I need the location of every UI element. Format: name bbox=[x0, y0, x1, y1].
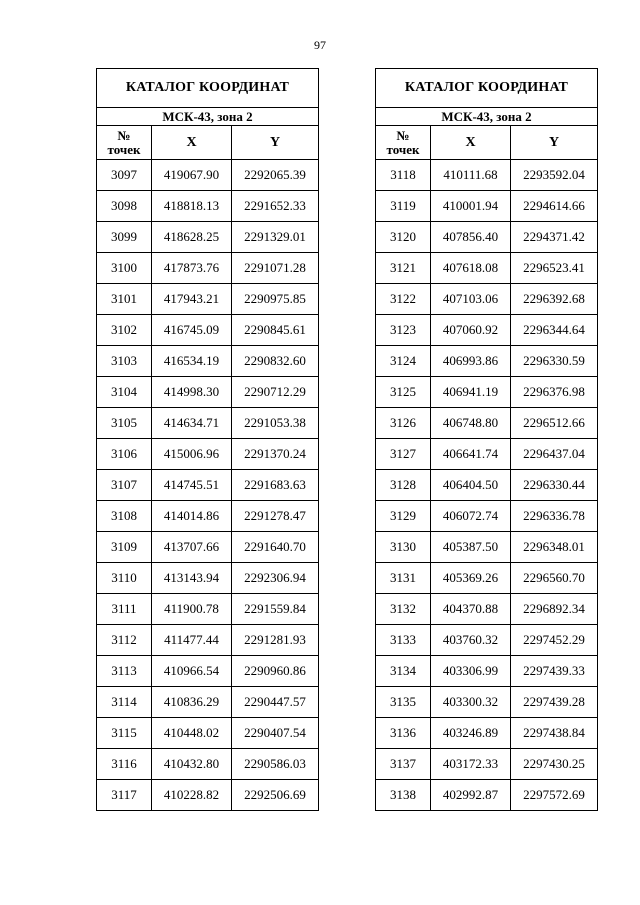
y-coordinate-cell: 2290960.86 bbox=[232, 656, 319, 687]
x-coordinate-cell: 402992.87 bbox=[431, 780, 511, 811]
catalog-rows bbox=[376, 160, 598, 811]
x-coordinate-cell: 407618.08 bbox=[431, 253, 511, 284]
coordinate-catalog-right bbox=[375, 68, 598, 811]
point-number-cell: 3112 bbox=[97, 625, 152, 656]
x-coordinate-cell: 411900.78 bbox=[152, 594, 232, 625]
x-coordinate-cell: 419067.90 bbox=[152, 160, 232, 191]
point-number-cell: 3104 bbox=[97, 377, 152, 408]
y-coordinate-cell: 2291370.24 bbox=[232, 439, 319, 470]
point-number-cell: 3131 bbox=[376, 563, 431, 594]
table-row bbox=[376, 718, 598, 749]
point-number-cell: 3109 bbox=[97, 532, 152, 563]
x-coordinate-cell: 406641.74 bbox=[431, 439, 511, 470]
x-coordinate-cell: 405369.26 bbox=[431, 563, 511, 594]
x-coordinate-cell: 410001.94 bbox=[431, 191, 511, 222]
table-row bbox=[376, 377, 598, 408]
table-row bbox=[376, 160, 598, 191]
x-coordinate-cell: 410432.80 bbox=[152, 749, 232, 780]
x-coordinate-cell: 416745.09 bbox=[152, 315, 232, 346]
catalog-subtitle: МСК-43, зона 2 bbox=[376, 108, 598, 126]
x-coordinate-cell: 413707.66 bbox=[152, 532, 232, 563]
catalog-subtitle: МСК-43, зона 2 bbox=[97, 108, 319, 126]
x-coordinate-cell: 403300.32 bbox=[431, 687, 511, 718]
point-number-cell: 3122 bbox=[376, 284, 431, 315]
y-coordinate-cell: 2296512.66 bbox=[511, 408, 598, 439]
point-number-cell: 3103 bbox=[97, 346, 152, 377]
y-coordinate-cell: 2291683.63 bbox=[232, 470, 319, 501]
y-coordinate-cell: 2291640.70 bbox=[232, 532, 319, 563]
y-coordinate-cell: 2290712.29 bbox=[232, 377, 319, 408]
point-number-cell: 3119 bbox=[376, 191, 431, 222]
table-row bbox=[97, 687, 319, 718]
x-coordinate-cell: 418628.25 bbox=[152, 222, 232, 253]
x-coordinate-cell: 414014.86 bbox=[152, 501, 232, 532]
point-number-cell: 3134 bbox=[376, 656, 431, 687]
point-number-cell: 3118 bbox=[376, 160, 431, 191]
point-number-cell: 3133 bbox=[376, 625, 431, 656]
table-row bbox=[376, 749, 598, 780]
y-coordinate-cell: 2290832.60 bbox=[232, 346, 319, 377]
catalog-title: КАТАЛОГ КООРДИНАТ bbox=[97, 69, 319, 108]
x-coordinate-cell: 413143.94 bbox=[152, 563, 232, 594]
x-coordinate-cell: 406993.86 bbox=[431, 346, 511, 377]
y-coordinate-cell: 2292306.94 bbox=[232, 563, 319, 594]
header-y: Y bbox=[232, 126, 319, 160]
x-coordinate-cell: 403306.99 bbox=[431, 656, 511, 687]
table-row bbox=[97, 563, 319, 594]
point-number-cell: 3111 bbox=[97, 594, 152, 625]
y-coordinate-cell: 2291559.84 bbox=[232, 594, 319, 625]
y-coordinate-cell: 2291652.33 bbox=[232, 191, 319, 222]
catalog-title: КАТАЛОГ КООРДИНАТ bbox=[376, 69, 598, 108]
x-coordinate-cell: 415006.96 bbox=[152, 439, 232, 470]
x-coordinate-cell: 410966.54 bbox=[152, 656, 232, 687]
y-coordinate-cell: 2290975.85 bbox=[232, 284, 319, 315]
y-coordinate-cell: 2294371.42 bbox=[511, 222, 598, 253]
x-coordinate-cell: 407103.06 bbox=[431, 284, 511, 315]
y-coordinate-cell: 2296330.59 bbox=[511, 346, 598, 377]
x-coordinate-cell: 406748.80 bbox=[431, 408, 511, 439]
x-coordinate-cell: 410228.82 bbox=[152, 780, 232, 811]
y-coordinate-cell: 2294614.66 bbox=[511, 191, 598, 222]
y-coordinate-cell: 2290586.03 bbox=[232, 749, 319, 780]
catalog-rows bbox=[97, 160, 319, 811]
table-row bbox=[97, 780, 319, 811]
point-number-cell: 3130 bbox=[376, 532, 431, 563]
table-row bbox=[97, 191, 319, 222]
y-coordinate-cell: 2297439.33 bbox=[511, 656, 598, 687]
x-coordinate-cell: 404370.88 bbox=[431, 594, 511, 625]
table-row bbox=[376, 284, 598, 315]
y-coordinate-cell: 2296437.04 bbox=[511, 439, 598, 470]
y-coordinate-cell: 2297430.25 bbox=[511, 749, 598, 780]
point-number-cell: 3101 bbox=[97, 284, 152, 315]
y-coordinate-cell: 2291281.93 bbox=[232, 625, 319, 656]
x-coordinate-cell: 410448.02 bbox=[152, 718, 232, 749]
table-row bbox=[376, 625, 598, 656]
point-number-cell: 3102 bbox=[97, 315, 152, 346]
table-row bbox=[376, 594, 598, 625]
y-coordinate-cell: 2297452.29 bbox=[511, 625, 598, 656]
y-coordinate-cell: 2291053.38 bbox=[232, 408, 319, 439]
point-number-cell: 3136 bbox=[376, 718, 431, 749]
x-coordinate-cell: 403246.89 bbox=[431, 718, 511, 749]
point-number-cell: 3120 bbox=[376, 222, 431, 253]
table-row bbox=[97, 594, 319, 625]
x-coordinate-cell: 406072.74 bbox=[431, 501, 511, 532]
point-number-cell: 3097 bbox=[97, 160, 152, 191]
table-row bbox=[376, 346, 598, 377]
x-coordinate-cell: 407060.92 bbox=[431, 315, 511, 346]
table-row bbox=[97, 532, 319, 563]
point-number-cell: 3137 bbox=[376, 749, 431, 780]
x-coordinate-cell: 414998.30 bbox=[152, 377, 232, 408]
y-coordinate-cell: 2291278.47 bbox=[232, 501, 319, 532]
x-coordinate-cell: 414745.51 bbox=[152, 470, 232, 501]
x-coordinate-cell: 418818.13 bbox=[152, 191, 232, 222]
table-row bbox=[97, 470, 319, 501]
point-number-cell: 3123 bbox=[376, 315, 431, 346]
table-row bbox=[97, 625, 319, 656]
x-coordinate-cell: 414634.71 bbox=[152, 408, 232, 439]
point-number-cell: 3114 bbox=[97, 687, 152, 718]
x-coordinate-cell: 417943.21 bbox=[152, 284, 232, 315]
x-coordinate-cell: 410111.68 bbox=[431, 160, 511, 191]
table-row bbox=[376, 780, 598, 811]
y-coordinate-cell: 2297439.28 bbox=[511, 687, 598, 718]
table-row bbox=[376, 315, 598, 346]
y-coordinate-cell: 2296523.41 bbox=[511, 253, 598, 284]
header-x: X bbox=[431, 126, 511, 160]
table-row bbox=[376, 191, 598, 222]
table-row bbox=[376, 532, 598, 563]
point-number-cell: 3128 bbox=[376, 470, 431, 501]
table-row bbox=[97, 346, 319, 377]
y-coordinate-cell: 2296892.34 bbox=[511, 594, 598, 625]
y-coordinate-cell: 2296344.64 bbox=[511, 315, 598, 346]
point-number-cell: 3127 bbox=[376, 439, 431, 470]
table-row bbox=[97, 222, 319, 253]
header-point-number: № точек bbox=[97, 126, 152, 160]
table-row bbox=[97, 253, 319, 284]
table-row bbox=[376, 687, 598, 718]
point-number-cell: 3105 bbox=[97, 408, 152, 439]
point-number-cell: 3113 bbox=[97, 656, 152, 687]
point-number-cell: 3121 bbox=[376, 253, 431, 284]
coordinate-catalog-left bbox=[96, 68, 319, 811]
x-coordinate-cell: 406941.19 bbox=[431, 377, 511, 408]
y-coordinate-cell: 2296392.68 bbox=[511, 284, 598, 315]
y-coordinate-cell: 2292506.69 bbox=[232, 780, 319, 811]
point-number-cell: 3126 bbox=[376, 408, 431, 439]
y-coordinate-cell: 2290447.57 bbox=[232, 687, 319, 718]
point-number-cell: 3100 bbox=[97, 253, 152, 284]
point-number-cell: 3129 bbox=[376, 501, 431, 532]
header-point-number: № точек bbox=[376, 126, 431, 160]
point-number-cell: 3125 bbox=[376, 377, 431, 408]
y-coordinate-cell: 2296330.44 bbox=[511, 470, 598, 501]
table-row bbox=[97, 408, 319, 439]
y-coordinate-cell: 2297438.84 bbox=[511, 718, 598, 749]
table-row bbox=[97, 718, 319, 749]
point-number-cell: 3107 bbox=[97, 470, 152, 501]
point-number-cell: 3115 bbox=[97, 718, 152, 749]
y-coordinate-cell: 2296376.98 bbox=[511, 377, 598, 408]
y-coordinate-cell: 2291071.28 bbox=[232, 253, 319, 284]
table-row bbox=[376, 222, 598, 253]
header-y: Y bbox=[511, 126, 598, 160]
point-number-cell: 3110 bbox=[97, 563, 152, 594]
x-coordinate-cell: 405387.50 bbox=[431, 532, 511, 563]
x-coordinate-cell: 403760.32 bbox=[431, 625, 511, 656]
x-coordinate-cell: 403172.33 bbox=[431, 749, 511, 780]
y-coordinate-cell: 2296348.01 bbox=[511, 532, 598, 563]
table-row bbox=[376, 253, 598, 284]
table-row bbox=[97, 377, 319, 408]
table-row bbox=[97, 160, 319, 191]
table-row bbox=[97, 749, 319, 780]
x-coordinate-cell: 407856.40 bbox=[431, 222, 511, 253]
table-row bbox=[97, 284, 319, 315]
x-coordinate-cell: 417873.76 bbox=[152, 253, 232, 284]
point-number-cell: 3106 bbox=[97, 439, 152, 470]
y-coordinate-cell: 2290407.54 bbox=[232, 718, 319, 749]
point-number-cell: 3099 bbox=[97, 222, 152, 253]
table-row bbox=[97, 315, 319, 346]
table-row bbox=[376, 563, 598, 594]
table-row bbox=[376, 656, 598, 687]
header-x: X bbox=[152, 126, 232, 160]
point-number-cell: 3116 bbox=[97, 749, 152, 780]
table-row bbox=[376, 501, 598, 532]
table-row bbox=[97, 439, 319, 470]
point-number-cell: 3108 bbox=[97, 501, 152, 532]
table-row bbox=[376, 470, 598, 501]
y-coordinate-cell: 2291329.01 bbox=[232, 222, 319, 253]
table-row bbox=[97, 501, 319, 532]
table-row bbox=[97, 656, 319, 687]
point-number-cell: 3132 bbox=[376, 594, 431, 625]
table-row bbox=[376, 439, 598, 470]
y-coordinate-cell: 2290845.61 bbox=[232, 315, 319, 346]
table-row bbox=[376, 408, 598, 439]
y-coordinate-cell: 2293592.04 bbox=[511, 160, 598, 191]
point-number-cell: 3098 bbox=[97, 191, 152, 222]
point-number-cell: 3117 bbox=[97, 780, 152, 811]
page-number: 97 bbox=[314, 38, 326, 52]
x-coordinate-cell: 406404.50 bbox=[431, 470, 511, 501]
y-coordinate-cell: 2296560.70 bbox=[511, 563, 598, 594]
x-coordinate-cell: 416534.19 bbox=[152, 346, 232, 377]
point-number-cell: 3135 bbox=[376, 687, 431, 718]
point-number-cell: 3138 bbox=[376, 780, 431, 811]
x-coordinate-cell: 410836.29 bbox=[152, 687, 232, 718]
y-coordinate-cell: 2297572.69 bbox=[511, 780, 598, 811]
point-number-cell: 3124 bbox=[376, 346, 431, 377]
x-coordinate-cell: 411477.44 bbox=[152, 625, 232, 656]
y-coordinate-cell: 2292065.39 bbox=[232, 160, 319, 191]
y-coordinate-cell: 2296336.78 bbox=[511, 501, 598, 532]
